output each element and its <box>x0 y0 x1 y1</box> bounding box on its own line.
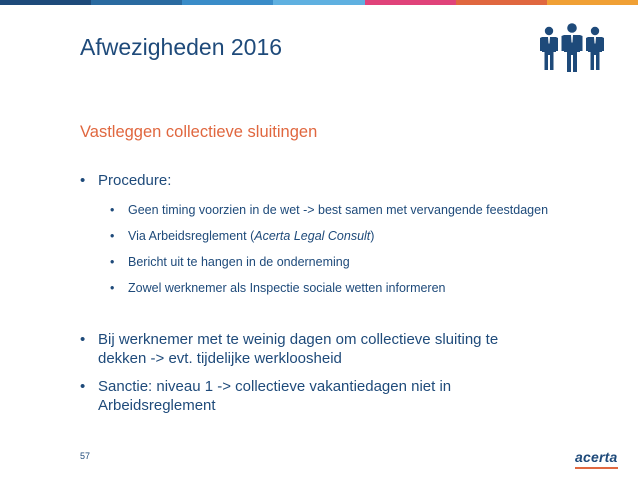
bullet-sanctie: • Sanctie: niveau 1 -> collectieve vakantiedagen niet in Arbeidsreglement <box>80 377 550 415</box>
bar-segment-5 <box>365 0 456 5</box>
sub-bullet-inspectie: • Zowel werknemer als Inspectie sociale wetten informeren <box>110 280 550 296</box>
bar-segment-1 <box>0 0 91 5</box>
bar-segment-6 <box>456 0 547 5</box>
bar-segment-2 <box>91 0 182 5</box>
sub-bullet-bericht: • Bericht uit te hangen in de onderneming <box>110 254 550 270</box>
top-color-bar <box>0 0 638 5</box>
reglement-prefix: Via Arbeidsreglement ( <box>128 229 255 243</box>
page-number: 57 <box>80 451 91 461</box>
acerta-logo: acerta <box>575 449 618 465</box>
bullet-procedure: • Procedure: <box>80 171 550 190</box>
acerta-legal-consult-text: Acerta Legal Consult <box>254 229 371 243</box>
bar-segment-7 <box>547 0 638 5</box>
reglement-suffix: ) <box>370 229 375 243</box>
bar-segment-4 <box>273 0 364 5</box>
bullet-werknemer: • Bij werknemer met te weinig dagen om collectieve sluiting te dekken -> evt. tijdelijke werkloosheid <box>80 330 550 368</box>
sub-bullet-arbeidsreglement <box>110 228 550 244</box>
slide-title: Afwezigheden 2016 <box>80 34 283 60</box>
bar-segment-3 <box>182 0 273 5</box>
slide-content <box>80 171 550 415</box>
slide-subtitle: Vastleggen collectieve sluitingen <box>80 123 318 141</box>
logo-underline <box>575 467 618 469</box>
sub-bullet-timing: • Geen timing voorzien in de wet -> best samen met vervangende feestdagen <box>110 202 550 218</box>
people-group-icon <box>537 22 607 74</box>
